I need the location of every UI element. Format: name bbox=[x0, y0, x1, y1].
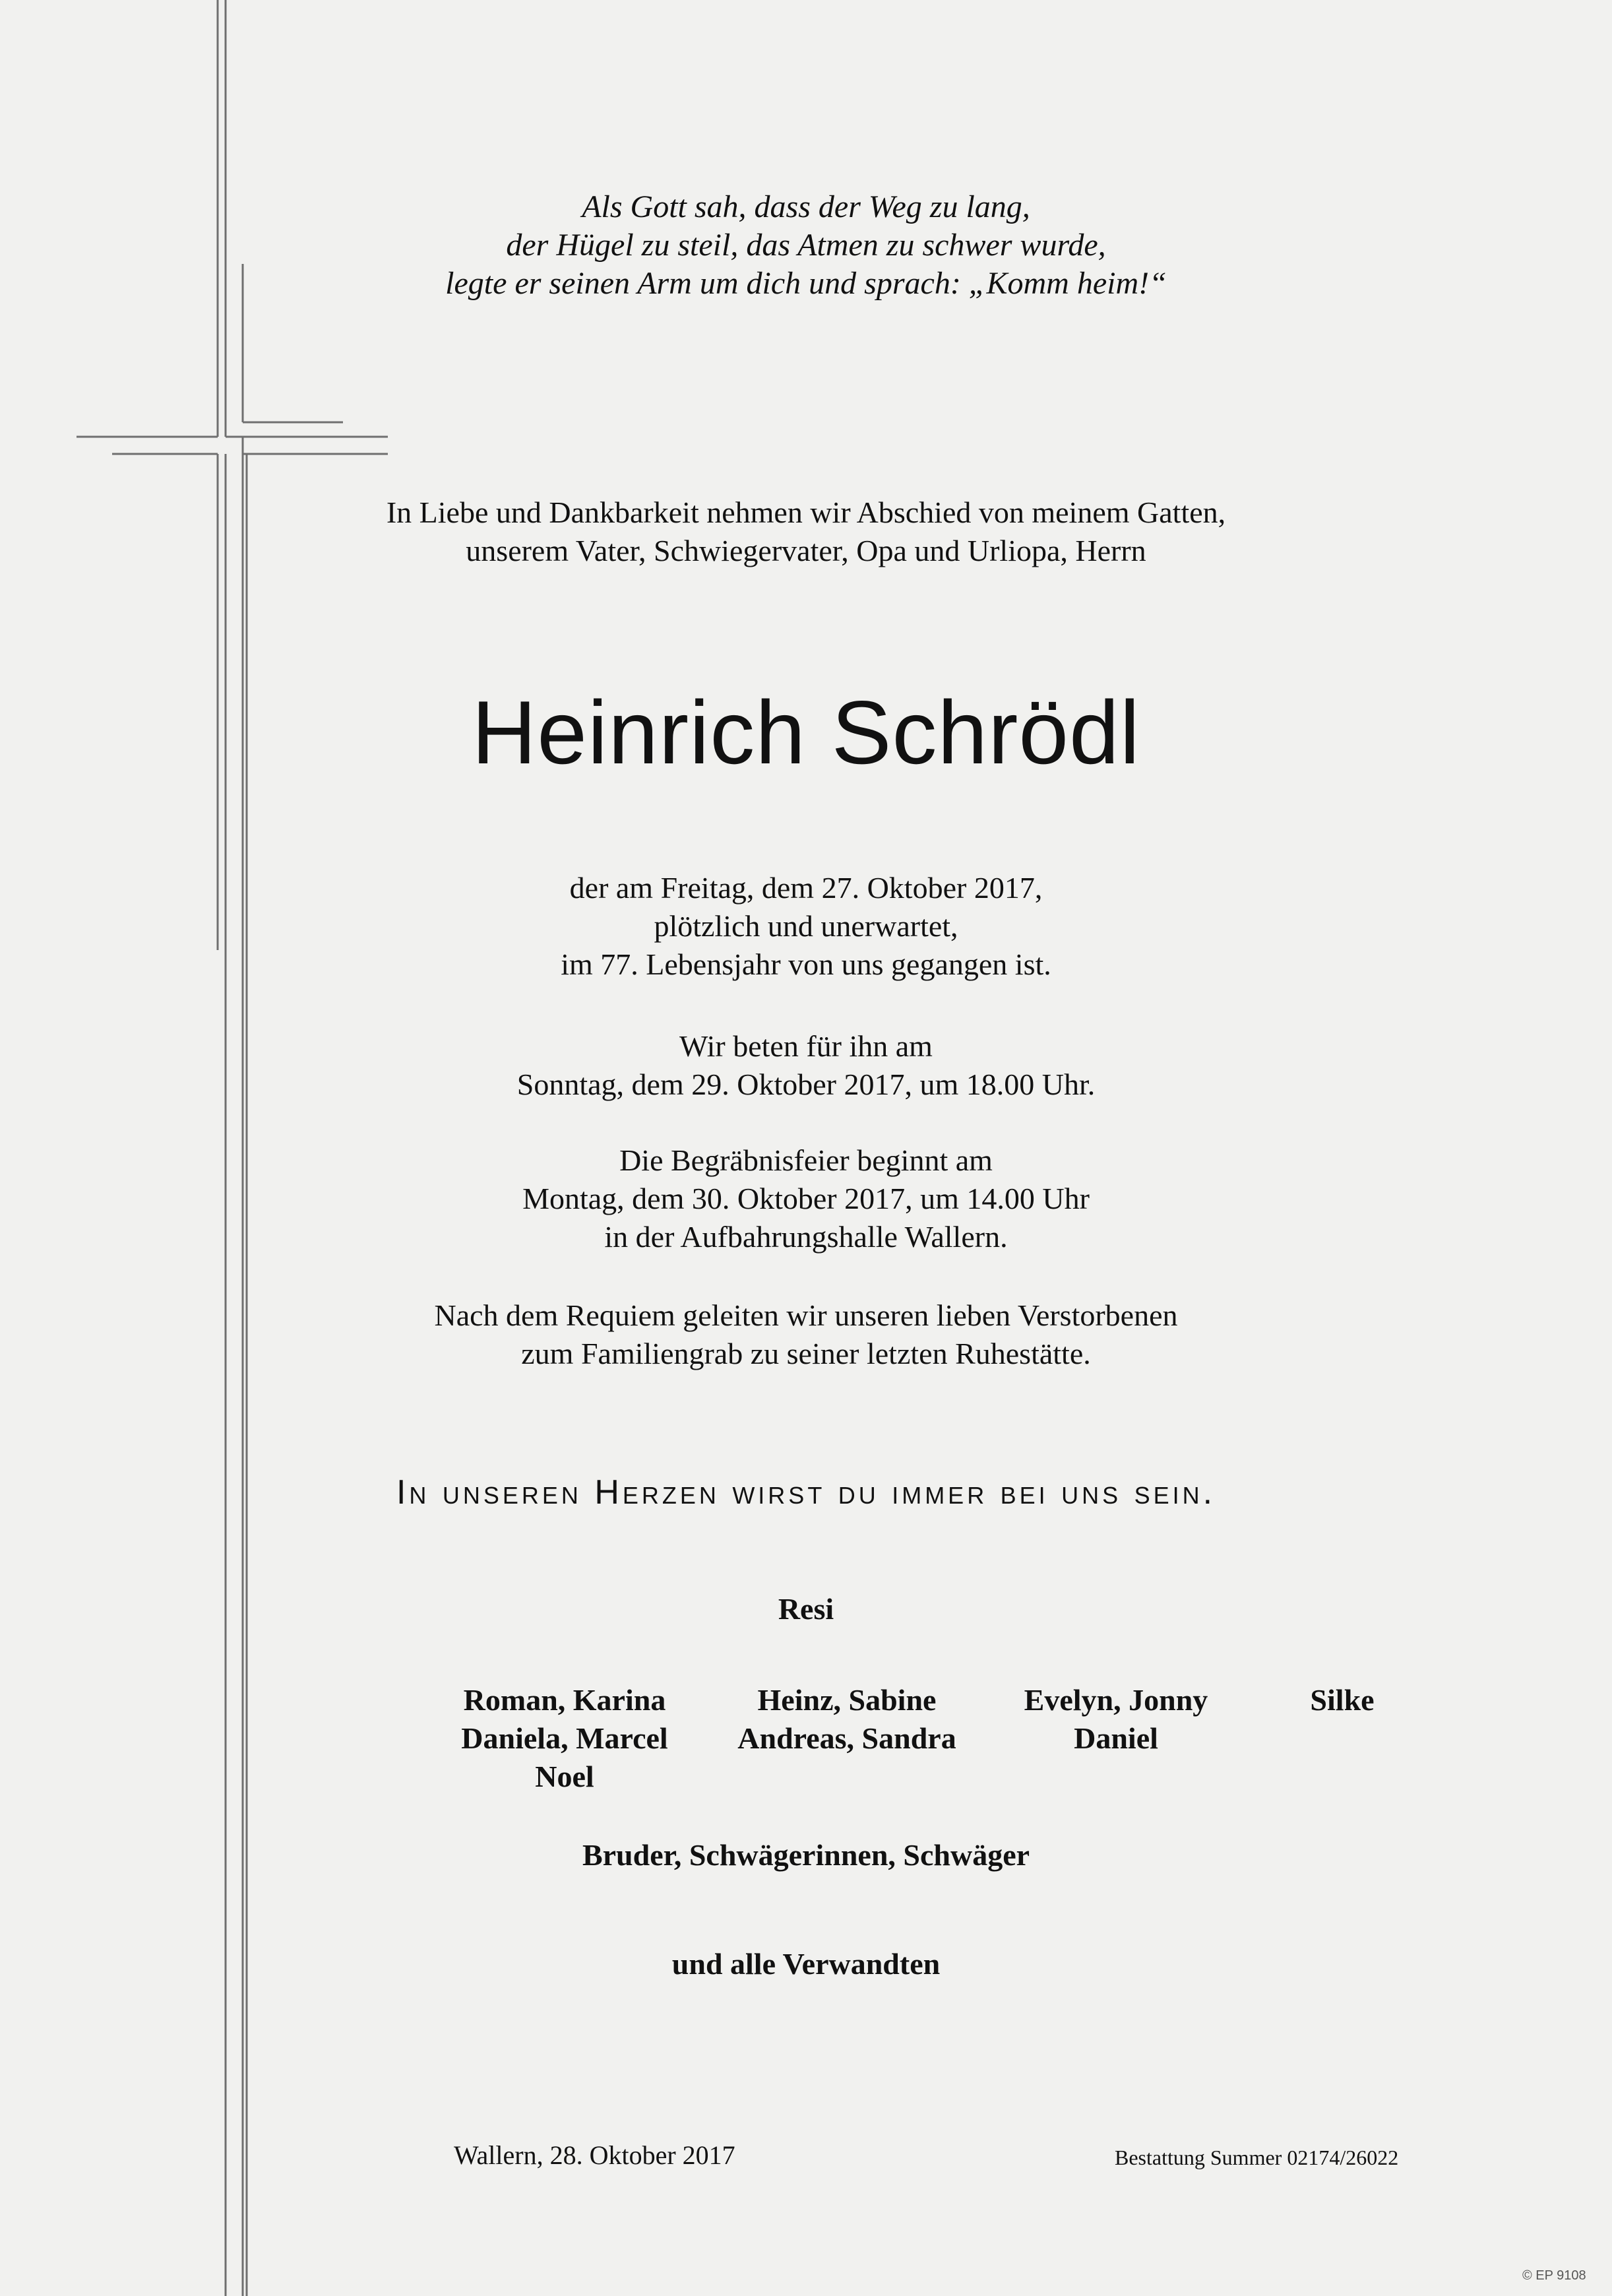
death-line: plötzlich und unerwartet, bbox=[654, 909, 958, 943]
motto-line: Als Gott sah, dass der Weg zu lang, bbox=[582, 189, 1030, 224]
place-date: Wallern, 28. Oktober 2017 bbox=[454, 2140, 735, 2170]
mourner-name: Andreas, Sandra bbox=[737, 1721, 956, 1755]
death-notice bbox=[0, 869, 1612, 984]
requiem-notice bbox=[0, 1296, 1612, 1373]
memorial-quote: In unseren Herzen wirst du immer bei uns sein. bbox=[396, 1473, 1216, 1512]
mourner-relatives: Bruder, Schwägerinnen, Schwäger bbox=[582, 1838, 1030, 1872]
mourner-name: Daniel bbox=[1074, 1721, 1158, 1755]
prayer-line: Sonntag, dem 29. Oktober 2017, um 18.00 Uhr. bbox=[516, 1068, 1096, 1101]
intro-line: unserem Vater, Schwiegervater, Opa und Urliopa, Herrn bbox=[466, 534, 1146, 567]
mourner-name: Noel bbox=[535, 1760, 594, 1793]
prayer-line: Wir beten für ihn am bbox=[679, 1029, 933, 1063]
funeral-line: Die Begräbnisfeier beginnt am bbox=[619, 1143, 993, 1177]
mourner-name: Silke bbox=[1310, 1683, 1375, 1717]
intro-line: In Liebe und Dankbarkeit nehmen wir Abschied von meinem Gatten, bbox=[386, 495, 1226, 529]
intro-text bbox=[0, 494, 1612, 570]
mourner-name: Evelyn, Jonny bbox=[1024, 1683, 1208, 1717]
funeral-notice bbox=[0, 1141, 1612, 1256]
mourner-name: Heinz, Sabine bbox=[757, 1683, 937, 1717]
mourner-spouse: Resi bbox=[778, 1592, 834, 1626]
funeral-line: in der Aufbahrungshalle Wallern. bbox=[604, 1220, 1008, 1254]
motto-line: der Hügel zu steil, das Atmen zu schwer wurde, bbox=[506, 228, 1106, 263]
requiem-line: Nach dem Requiem geleiten wir unseren lieben Verstorbenen bbox=[434, 1298, 1178, 1332]
requiem-line: zum Familiengrab zu seiner letzten Ruhestätte. bbox=[521, 1337, 1091, 1370]
deceased-name: Heinrich Schrödl bbox=[472, 682, 1140, 782]
mourner-family-group bbox=[702, 1681, 992, 1758]
mourner-name: Daniela, Marcel bbox=[461, 1721, 668, 1755]
funeral-line: Montag, dem 30. Oktober 2017, um 14.00 Uhr bbox=[522, 1182, 1090, 1215]
death-line: der am Freitag, dem 27. Oktober 2017, bbox=[569, 871, 1043, 905]
death-line: im 77. Lebensjahr von uns gegangen ist. bbox=[561, 947, 1051, 981]
motto-line: legte er seinen Arm um dich und sprach: „Komm heim!“ bbox=[445, 266, 1167, 301]
motto-poem bbox=[0, 188, 1612, 303]
mourner-family-group bbox=[1197, 1681, 1487, 1719]
mourner-name: Roman, Karina bbox=[463, 1683, 666, 1717]
mourner-family-group bbox=[419, 1681, 710, 1796]
print-code: © EP 9108 bbox=[1522, 2268, 1586, 2283]
undertaker-contact: Bestattung Summer 02174/26022 bbox=[1115, 2146, 1399, 2169]
mourner-all-relatives: und alle Verwandten bbox=[671, 1947, 941, 1981]
prayer-notice bbox=[0, 1027, 1612, 1104]
